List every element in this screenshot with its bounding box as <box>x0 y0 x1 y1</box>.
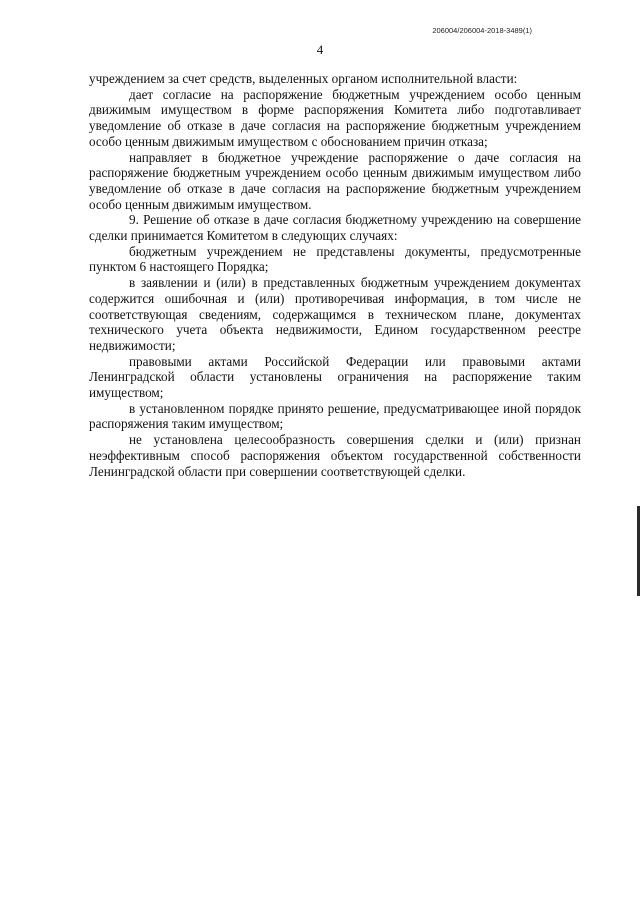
refusal-case-1: бюджетным учреждением не представлены документы, предусмотренные пунктом 6 настоящего Порядка; <box>89 243 581 275</box>
document-id: 206004/206004-2018-3489(1) <box>432 26 532 35</box>
refusal-case-2: в заявлении и (или) в представленных бюджетным учреждением документах содержится ошибочная и (или) противоречивая информация, в том числе не соответствующая сведениям, содержащимся в техническом плане, документах технического учета объекта недвижимости, Едином государственном реестре недвижимости; <box>89 275 581 353</box>
paragraph-send-decision: направляет в бюджетное учреждение распоряжение о даче согласия на распоряжение бюджетным учреждением особо ценным движимым имуществом либо уведомление об отказе в даче согласия на распоряжение бюджетным учреждением особо ценным движимым имуществом. <box>89 149 581 212</box>
paragraph-continuation: учреждением за счет средств, выделенных органом исполнительной власти: <box>89 71 518 86</box>
paragraph-item-9: 9. Решение об отказе в даче согласия бюджетному учреждению на совершение сделки принимается Комитетом в следующих случаях: <box>89 212 581 244</box>
page-number: 4 <box>316 42 324 57</box>
refusal-case-4: в установленном порядке принято решение, предусматривающее иной порядок распоряжения таким имуществом; <box>89 400 581 432</box>
paragraph-consent: дает согласие на распоряжение бюджетным учреждением особо ценным движимым имуществом в форме распоряжения Комитета либо подготавливает уведомление об отказе в даче согласия на распоряжение бюджетным учреждением особо ценным движимым имуществом с обоснованием причин отказа; <box>89 86 581 149</box>
refusal-case-3: правовыми актами Российской Федерации или правовыми актами Ленинградской области установлены ограничения на распоряжение таким имуществом; <box>89 353 581 401</box>
refusal-case-5: не установлена целесообразность совершения сделки и (или) признан неэффективным способ распоряжения объектом государственной собственности Ленинградской области при совершении соответствующей сделки. <box>89 432 581 479</box>
document-body <box>89 71 581 479</box>
